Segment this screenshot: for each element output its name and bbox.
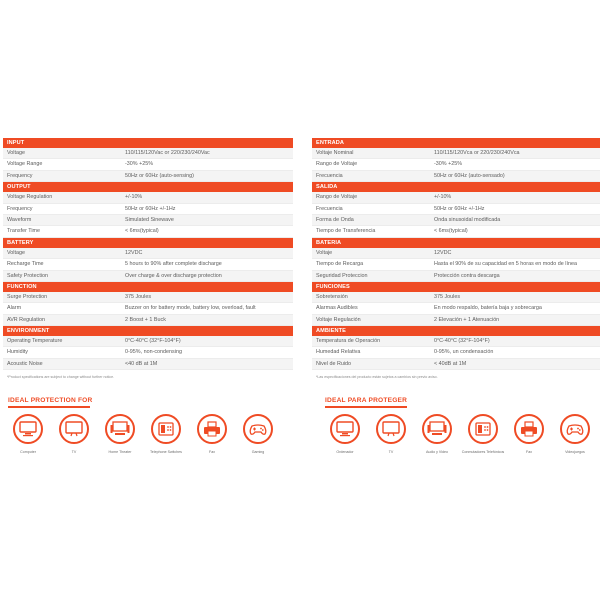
spec-label: Tiempo de Recarga — [316, 261, 364, 268]
spec-row — [3, 204, 293, 215]
spec-row — [312, 204, 600, 215]
spec-value: 110/115/120Vac or 220/230/240Vac — [125, 150, 210, 156]
section-header-output: OUTPUT — [3, 182, 293, 192]
spec-row — [312, 347, 600, 358]
spec-row — [312, 303, 600, 314]
spec-label: Forma de Onda — [316, 216, 354, 223]
spec-row — [3, 171, 293, 182]
section-header-bateria: BATERIA — [312, 238, 600, 248]
ideal-item-telephone-switches — [460, 414, 506, 454]
spec-row — [3, 347, 293, 358]
spec-value: 375 Joules — [125, 293, 152, 300]
spec-row — [312, 148, 600, 159]
section-header-environment: ENVIRONMENT — [3, 326, 293, 336]
spec-value: 110/115/120Vca or 220/230/240Vca — [434, 150, 520, 156]
fax-icon — [197, 414, 227, 444]
spec-row — [312, 359, 600, 370]
ideal-item-fax — [506, 414, 552, 454]
spec-value: Onda sinusoidal modificada — [434, 216, 501, 223]
spec-row — [312, 271, 600, 282]
section-header-input: INPUT — [3, 138, 293, 148]
computer-icon — [330, 414, 360, 444]
spec-value: 2 Boost + 1 Buck — [125, 316, 166, 323]
spec-value: 5 hours to 90% after complete discharge — [125, 261, 222, 268]
section-header-function: FUNCTION — [3, 282, 293, 292]
title-underline — [8, 406, 90, 408]
spec-label: Frequency — [7, 172, 33, 179]
spec-label: Operating Temperature — [7, 338, 63, 345]
spec-label: Alarm — [7, 305, 22, 312]
section-header-salida: SALIDA — [312, 182, 600, 192]
spec-label: Sobretensión — [316, 293, 348, 300]
icon-caption: Videojuegos — [565, 449, 585, 454]
icon-caption: Gaming — [251, 449, 265, 454]
spec-value: -30% +25% — [434, 161, 463, 168]
ideal-item-tv — [51, 414, 97, 454]
spec-label: Voltage Range — [7, 161, 43, 168]
spec-value: Simulated Sinewave — [125, 216, 174, 223]
spec-row — [3, 159, 293, 170]
spec-label: Frecuencia — [316, 172, 343, 179]
spec-row — [3, 148, 293, 159]
title-underline — [325, 406, 407, 408]
spec-row — [312, 292, 600, 303]
spec-row — [3, 336, 293, 347]
spec-value: 12VDC — [125, 249, 143, 256]
spec-label: Frequency — [7, 205, 33, 212]
ideal-item-fax — [189, 414, 235, 454]
spec-row — [3, 292, 293, 303]
spec-value: 12VDC — [434, 249, 452, 256]
ideal-item-home-theater — [414, 414, 460, 454]
icon-caption: TV — [388, 449, 394, 454]
icon-caption: Fax — [526, 449, 532, 454]
spec-row — [312, 336, 600, 347]
spec-value: 0-95%, non-condensing — [125, 349, 182, 356]
spec-row — [312, 226, 600, 237]
icon-caption: Conmutadores Telefónicos — [461, 449, 505, 454]
spec-label: Voltage Regulation — [7, 194, 53, 201]
ideal-item-computer — [322, 414, 368, 454]
ideal-item-gaming — [552, 414, 598, 454]
spec-row — [3, 271, 293, 282]
spec-value: <40 dB at 1M — [125, 360, 158, 367]
ideal-item-telephone-switches — [143, 414, 189, 454]
ideal-item-tv — [368, 414, 414, 454]
spec-value: < 6ms(typical) — [434, 228, 468, 235]
spec-value: -30% +25% — [125, 161, 154, 168]
spec-value: 50Hz or 60Hz +/-1Hz — [125, 205, 176, 212]
ideal-item-home-theater — [97, 414, 143, 454]
icon-caption: Audio y Video — [425, 449, 449, 454]
spec-label: Safety Protection — [7, 272, 49, 279]
spec-value: < 40dB at 1M — [434, 360, 467, 367]
spec-value: 50Hz or 60Hz (auto-sensing) — [125, 172, 194, 179]
spec-table-english — [3, 138, 293, 379]
computer-icon — [13, 414, 43, 444]
spec-label: Surge Protection — [7, 293, 48, 300]
ideal-item-computer — [5, 414, 51, 454]
ideal-protection-spanish — [322, 397, 600, 454]
ideal-title: IDEAL PROTECTION FOR — [8, 397, 93, 404]
telephone-switches-icon — [468, 414, 498, 444]
spec-label: Rango de Voltaje — [316, 194, 358, 201]
spec-row — [3, 259, 293, 270]
spec-row — [312, 248, 600, 259]
fax-icon — [514, 414, 544, 444]
spec-row — [3, 359, 293, 370]
spec-value: +/-10% — [125, 194, 143, 201]
icon-caption: Fax — [209, 449, 215, 454]
spec-row — [312, 159, 600, 170]
spec-value: Hasta el 90% de su capacidad en 5 horas en modo de línea — [434, 261, 577, 268]
spec-value: +/-10% — [434, 194, 452, 201]
home-theater-icon — [422, 414, 452, 444]
spec-row — [3, 303, 293, 314]
icon-caption: Telephone Switches — [150, 449, 182, 454]
ideal-protection-english — [5, 397, 295, 454]
spec-row — [3, 215, 293, 226]
spec-label: Alarmas Audibles — [316, 305, 358, 312]
spec-label: Rango de Voltaje — [316, 161, 358, 168]
spec-label: Humedad Relativa — [316, 349, 361, 356]
spec-value: < 6ms(typical) — [125, 228, 159, 235]
spec-label: Acoustic Noise — [7, 360, 43, 367]
spec-label: Frecuencia — [316, 205, 343, 212]
spec-value: 0-95%, un condensación — [434, 349, 494, 356]
spec-label: Waveform — [7, 216, 32, 223]
spec-label: Seguridad Proteccion — [316, 272, 368, 279]
spec-row — [312, 259, 600, 270]
spec-label: Recharge Time — [7, 261, 44, 268]
spec-label: Voltaje Regulación — [316, 316, 361, 323]
icon-row — [5, 414, 295, 454]
spec-label: Transfer Time — [7, 228, 41, 235]
spec-label: Voltaje Nominal — [316, 150, 354, 156]
section-header-battery: BATTERY — [3, 238, 293, 248]
spec-value: 50Hz or 60Hz +/-1Hz — [434, 205, 485, 212]
footnote: *Las especificaciones del producto están sujetos a cambios sin previo aviso. — [316, 375, 438, 380]
section-header-funciones: FUNCIONES — [312, 282, 600, 292]
gaming-icon — [243, 414, 273, 444]
ideal-title: IDEAL PARA PROTEGER — [325, 397, 408, 404]
spec-row — [3, 315, 293, 326]
spec-label: Voltage — [7, 249, 25, 256]
spec-value: 0°C-40°C (32°F-104°F) — [125, 338, 181, 345]
icon-caption: Ordenador — [336, 449, 354, 454]
icon-caption: TV — [71, 449, 77, 454]
spec-value: Protección contra descarga — [434, 272, 500, 279]
spec-table-spanish — [312, 138, 600, 379]
spec-row — [312, 171, 600, 182]
spec-row — [312, 192, 600, 203]
icon-caption: Home Theater — [108, 449, 132, 454]
spec-label: Humidity — [7, 349, 28, 356]
spec-label: Temperatura de Operación — [316, 338, 381, 345]
spec-value: 50Hz or 60Hz (auto-sensado) — [434, 172, 505, 179]
tv-icon — [376, 414, 406, 444]
footnote: *Product specifications are subject to change without further notice. — [7, 375, 115, 380]
spec-row — [312, 315, 600, 326]
spec-label: AVR Regulation — [7, 316, 45, 323]
spec-value: 375 Joules — [434, 293, 461, 300]
section-header-ambiente: AMBIENTE — [312, 326, 600, 336]
spec-label: Tiempo de Transferencia — [316, 228, 376, 235]
section-header-entrada: ENTRADA — [312, 138, 600, 148]
telephone-switches-icon — [151, 414, 181, 444]
spec-label: Voltaje — [316, 249, 333, 256]
home-theater-icon — [105, 414, 135, 444]
spec-row — [312, 215, 600, 226]
spec-value: Over charge & over discharge protection — [125, 272, 222, 279]
spec-value: Buzzer on for battery mode, battery low, overload, fault — [125, 305, 256, 312]
icon-row — [322, 414, 600, 454]
spec-row — [3, 192, 293, 203]
spec-label: Voltage — [7, 150, 25, 156]
spec-row — [3, 248, 293, 259]
gaming-icon — [560, 414, 590, 444]
spec-row — [3, 226, 293, 237]
icon-caption: Computer — [20, 449, 36, 454]
ideal-item-gaming — [235, 414, 281, 454]
spec-label: Nivel de Ruido — [316, 360, 352, 367]
spec-value: En modo respaldo, batería baja y sobrecarga — [434, 305, 542, 312]
spec-value: 2 Elevación + 1 Atenuación — [434, 316, 500, 323]
spec-value: 0°C-40°C (32°F-104°F) — [434, 338, 490, 345]
tv-icon — [59, 414, 89, 444]
